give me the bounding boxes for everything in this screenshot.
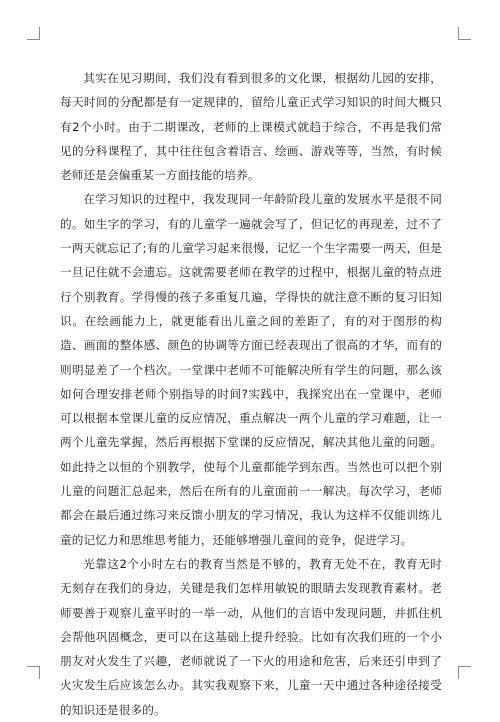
paragraph-2: 在学习知识的过程中，我发现同一年龄阶段儿童的发展水平是很不同的。如生字的学习，有的儿童学一遍就会写了，但记忆的再现差，过不了一两天就忘记了;有的儿童学习起来很慢，记忆一个生字需要一两天，但是一旦记住就不会遗忘。这就需要老师在教学的过程中，根据儿童的特点进行个别教育。学得慢的孩子多重复几遍，学得快的就注意不断的复习旧知识。在绘画能力上，就更能看出儿童之间的差距了，有的对于图形的构造、画面的整体感、颜色的协调等方面已经表现出了很高的才华，而有的则明显差了一个档次。一堂课中老师不可能解决所有学生的问题，那么该如何合理安排老师个别指导的时间?实践中，我探究出在一堂课中，老师可以根据本堂课儿童的反应情况，重点解决一两个儿童的学习难题，让一两个儿童先掌握，然后再根据下堂课的反应情况，解决其他儿童的问题。如此持之以恒的个别教学，使每个儿童都能学到东西。当然也可以把个别儿童的问题汇总起来，然后在所有的儿童面前一一解决。每次学习，老师都会在最后通过练习来反馈小朋友的学习情况，我认为这样不仅能训练儿童的记忆力和思维思考能力，还能够增强儿童间的竞争，促进学习。 [60,192,442,547]
crop-mark-bottom-right [458,666,471,679]
paragraph-1: 其实在见习期间，我们没有看到很多的文化课，根据幼儿园的安排，每天时间的分配都是有一定规律的，留给儿童正式学习知识的时间大概只有2个小时。由于二期课改，老师的上课模式就趋于综合，不再是我们常见的分科课程了，其中往往包含着语言、绘画、游戏等等，当然，有时候老师还是会偏重某一方面技能的培养。 [60,71,442,183]
crop-mark-bottom-left [27,666,40,679]
crop-mark-top-left [27,27,40,40]
document-body [60,66,442,722]
crop-mark-top-right [458,27,471,40]
paragraph-3: 光靠这2个小时左右的教育当然是不够的，教育无处不在，教育无时无刻存在我们的身边，关键是我们怎样用敏锐的眼睛去发现教育素材。老师要善于观察儿童平时的一举一动，从他们的言语中发现问题，并抓住机会帮他巩固概念，更可以在这基础上提升经验。比如有次我们班的一个小朋友对火发生了兴趣，老师就说了一下火的用途和危害，后来还引申到了火灾发生后应该怎么办。其实我观察下来，儿童一天中通过各种途径接受的知识还是很多的。 [60,556,442,717]
